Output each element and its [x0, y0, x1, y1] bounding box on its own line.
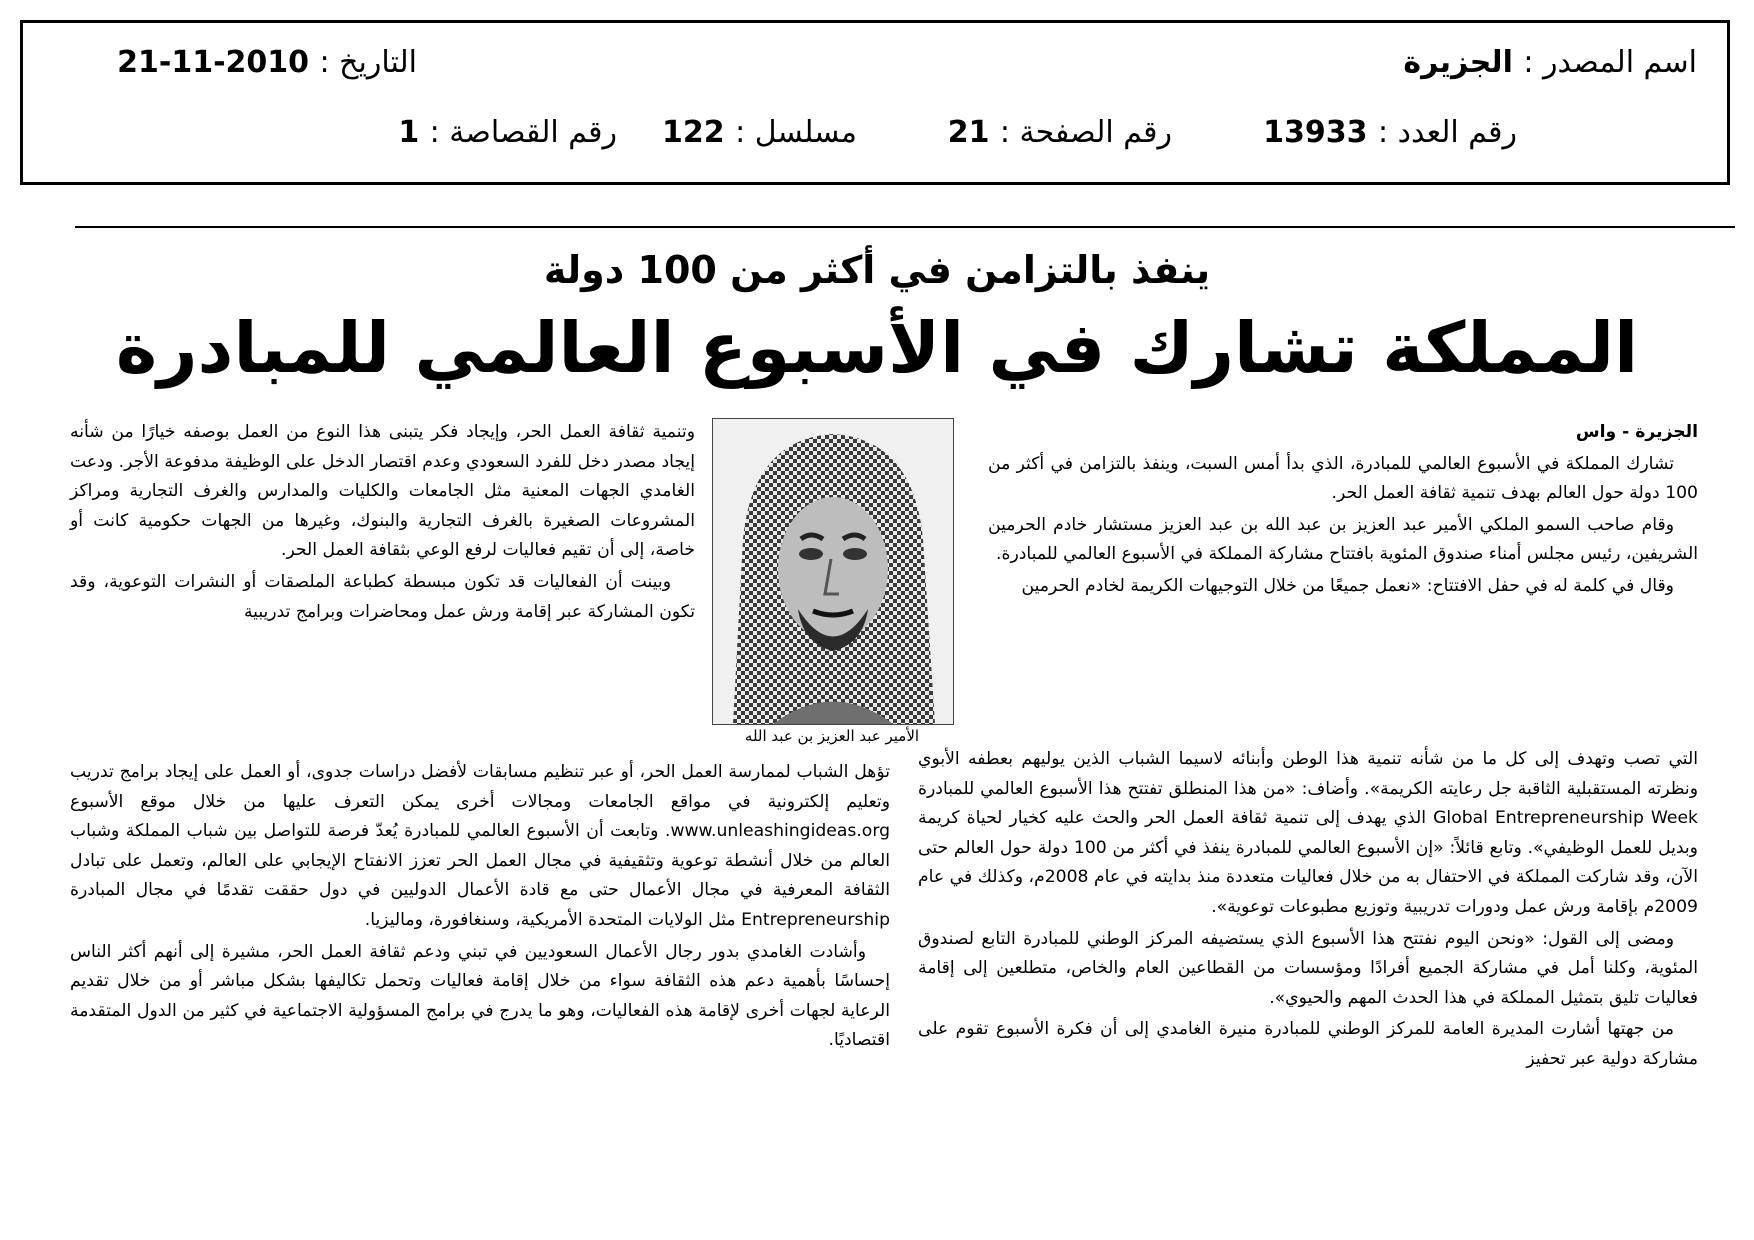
date-field — [117, 45, 417, 80]
paragraph: وبينت أن الفعاليات قد تكون مبسطة كطباعة الملصقات أو النشرات التوعوية، وقد تكون المشاركة عبر إقامة ورش عمل ومحاضرات وبرامج تدريبية — [70, 571, 695, 622]
issue-field — [1263, 115, 1517, 150]
paragraph: تشارك المملكة في الأسبوع العالمي للمبادرة، الذي بدأ أمس السبت، وينفذ بالتزامن في أكثر من 100 دولة حول العالم بهدف تنمية ثقافة العمل الحر. — [988, 453, 1698, 504]
issue-value: 13933 — [1263, 115, 1368, 150]
document-header — [20, 20, 1730, 185]
clip-field — [398, 115, 617, 150]
paragraph: التي تصب وتهدف إلى كل ما من شأنه تنمية هذا الوطن وأبنائه لاسيما الشباب الذين يوليهم بعطفه الأبوي ونظرته المستقبلية الثاقبة جل رعايته الكريمة». وأضاف: «من هذا المنطلق تفتتح هذا الأسبوع العالمي للمبادرة Global Entrepreneurship Week الذي يهدف إلى تنمية ثقافة العمل الحر والحث عليه كخيار لحياة كريمة وبديل للعمل الوظيفي». وتابع قائلاً: «إن الأسبوع العالمي للمبادرة ينفذ في أكثر من 100 دولة حول العالم حتى الآن، وقد شاركت المملكة في الاحتفال به من خلال فعاليات متعددة منذ بدايته في عام 2008م، وكذلك في عام 2009م بإقامة ورش عمل ودورات تدريبية وتوزيع مطبوعات توعوية». — [918, 749, 1699, 917]
photo-caption: الأمير عبد العزيز بن عبد الله — [744, 727, 920, 745]
page-value: 21 — [947, 115, 990, 150]
issue-label: رقم العدد : — [1377, 115, 1517, 150]
paragraph: تؤهل الشباب لممارسة العمل الحر، أو عبر تنظيم مسابقات لأفضل دراسات جدوى، أو العمل على إيجاد برامج تدريب وتعليم إلكترونية في مواقع الجامعات ومجالات أخرى يمكن التعرف عليها من خلال موقع الأسبوع www.unleashingideas.org. وتابعت أن الأسبوع العالمي للمبادرة يُعدّ فرصة للتواصل بين شباب المملكة وشباب العالم من خلال أنشطة توعوية وتثقيفية في مجال العمل الحر تعزز الانفتاح الإيجابي على العالم، وتعمل على تبادل الثقافة المعرفية في مجال الأعمال حتى مع قادة الأعمال الدوليين في دول حققت تقدمًا في مجال المبادرة Entrepreneurship مثل الولايات المتحدة الأمريكية، وسنغافورة، وماليزيا. — [70, 762, 890, 930]
date-value: 21-11-2010 — [117, 45, 310, 80]
paragraph: وقال في كلمة له في حفل الافتتاح: «نعمل جميعًا من خلال التوجيهات الكريمة لخادم الحرمين — [1021, 575, 1674, 596]
article-column-right-lower — [918, 745, 1698, 1077]
source-value: الجزيرة — [1403, 45, 1513, 80]
article-column-left-top — [70, 418, 695, 629]
serial-value: 122 — [662, 115, 725, 150]
page-label: رقم الصفحة : — [999, 115, 1172, 150]
paragraph: من جهتها أشارت المديرة العامة للمركز الوطني للمبادرة منيرة الغامدي إلى أن فكرة الأسبوع تقوم على مشاركة دولية عبر تحفيز — [918, 1019, 1698, 1069]
article-byline: الجزيرة - واس — [1575, 422, 1698, 442]
article-column-right — [988, 418, 1698, 604]
source-label: اسم المصدر : — [1523, 45, 1697, 80]
clip-value: 1 — [398, 115, 420, 150]
divider-rule — [75, 226, 1735, 228]
source-field — [1403, 45, 1697, 80]
article-kicker: ينفذ بالتزامن في أكثر من 100 دولة — [543, 248, 1211, 292]
article-column-left-bottom — [70, 758, 890, 1058]
page-field — [948, 115, 1172, 150]
paragraph: ومضى إلى القول: «ونحن اليوم نفتتح هذا الأسبوع الذي يستضيفه المركز الوطني للمبادرة التابع لصندوق المئوية، وكلنا أمل في مشاركة الجميع أفرادًا ومؤسسات من القطاعين العام والخاص، متطلعين إلى إقامة فعاليات تليق بتمثيل المملكة في هذا الحدث المهم والحيوي». — [918, 928, 1698, 1008]
portrait-illustration — [713, 419, 953, 724]
paragraph: وتنمية ثقافة العمل الحر، وإيجاد فكر يتبنى هذا النوع من العمل بوصفه خيارًا من شأنه إيجاد مصدر دخل للفرد السعودي وعدم اقتصار الدخل على الوظيفة مدفوعة الأجر. ودعت الغامدي الجهات المعنية مثل الجامعات والكليات والمدارس والغرف التجارية ومراكز المشروعات الصغيرة بالغرف التجارية والبنوك، وغيرها من الجهات حكومية كانت أو خاصة، إلى أن تقيم فعاليات لرفع الوعي بثقافة العمل الحر. — [70, 422, 695, 561]
clip-label: رقم القصاصة : — [429, 115, 617, 150]
date-label: التاريخ : — [319, 45, 417, 80]
paragraph: وأشادت الغامدي بدور رجال الأعمال السعوديين في تبني ودعم ثقافة العمل الحر، مشيرة إلى أنهم أكثر الناس إحساسًا بأهمية دعم هذه الثقافة سواء من خلال إقامة فعاليات وتحمل تكاليفها بشكل مباشر أو من خلال تقديم الرعاية لجهات أخرى لإقامة هذه الفعاليات، وهو ما يدرج في برامج المسؤولية الاجتماعية في كثير من الدول المتقدمة اقتصاديًا. — [70, 941, 890, 1051]
paragraph: وقام صاحب السمو الملكي الأمير عبد العزيز بن عبد الله بن عبد العزيز مستشار خادم الحرمين الشريفين، رئيس مجلس أمناء صندوق المئوية بافتتاح مشاركة المملكة في الأسبوع العالمي للمبادرة. — [988, 514, 1698, 565]
portrait-photo — [712, 418, 954, 725]
serial-label: مسلسل : — [735, 115, 857, 150]
serial-field — [662, 115, 857, 150]
article-headline: المملكة تشارك في الأسبوع العالمي للمبادرة — [115, 307, 1639, 389]
